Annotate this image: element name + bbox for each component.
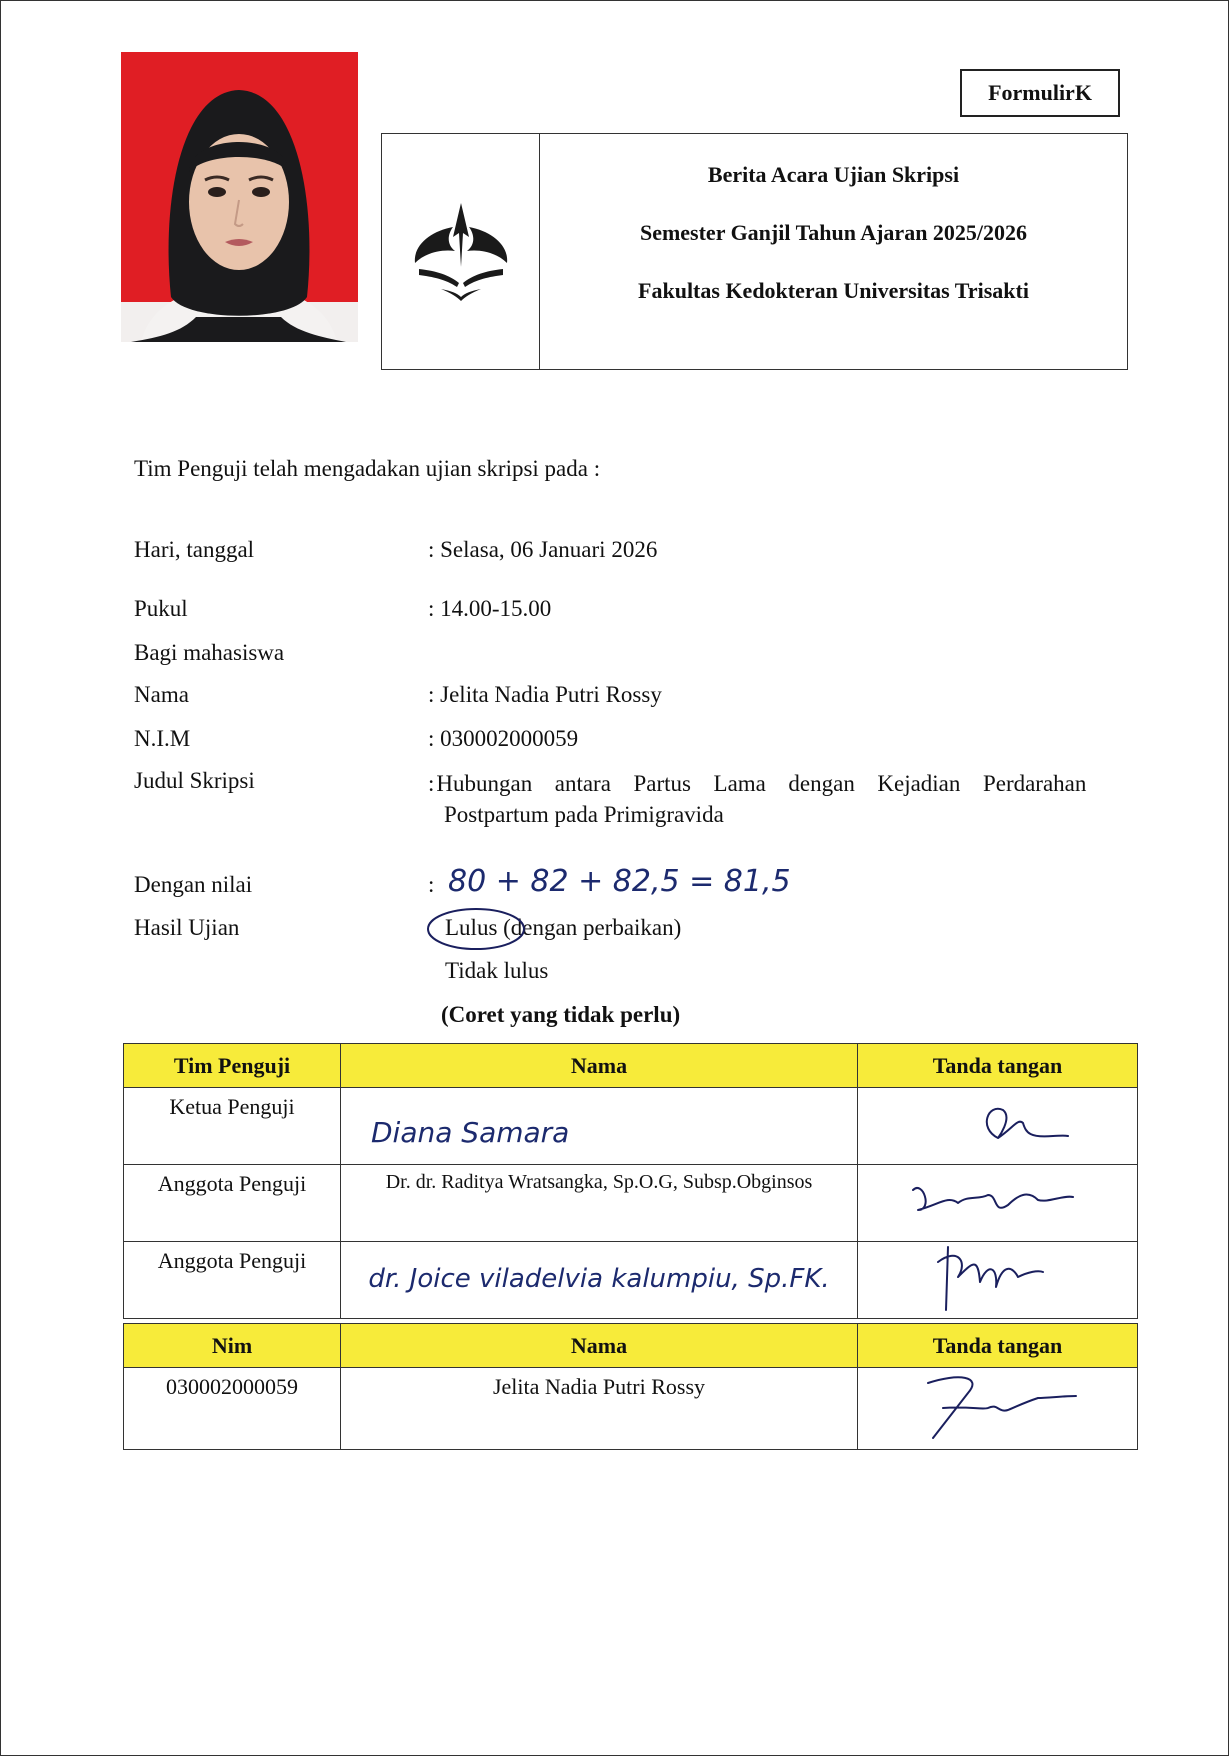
examiner-role: Anggota Penguji (157, 1248, 307, 1273)
table-row (124, 1165, 1138, 1242)
intro-text: Tim Penguji telah mengadakan ujian skripsi pada : (134, 456, 601, 481)
student-photo (121, 52, 358, 342)
nilai-label: Dengan nilai (134, 872, 253, 897)
student-nim: 030002000059 (166, 1374, 298, 1399)
lulus-circle-mark (424, 903, 534, 955)
nilai-handwritten: 80 + 82 + 82,5 = 81,5 (448, 864, 791, 899)
header-title: Berita Acara Ujian Skripsi (707, 162, 960, 187)
table-row (124, 1088, 1138, 1165)
signature-icon (898, 1368, 1098, 1443)
judul-line2: Postpartum pada Primigravida (444, 802, 724, 827)
bagi-label: Bagi mahasiswa (134, 640, 285, 665)
coret-note: (Coret yang tidak perlu) (441, 1002, 681, 1027)
pukul-label: Pukul (134, 596, 188, 621)
signature-icon (898, 1165, 1098, 1235)
signature-icon (918, 1088, 1078, 1158)
judul-line1: Hubungan antara Partus Lama dengan Kejadian Perdarahan (436, 771, 1087, 796)
student-table (123, 1323, 1138, 1450)
form-label: FormulirK (960, 69, 1120, 117)
signature-icon (918, 1242, 1078, 1312)
table-row (124, 1242, 1138, 1319)
col-header-nim: Nim (124, 1324, 341, 1368)
trisakti-logo-icon (401, 197, 521, 307)
examiners-table (123, 1043, 1138, 1319)
hari-label: Hari, tanggal (134, 537, 255, 562)
examiner-name: Dr. dr. Raditya Wratsangka, Sp.O.G, Subsp.Obginsos (385, 1171, 813, 1193)
hasil-option-lulus: Lulus (dengan perbaikan) (445, 915, 682, 940)
col-header-nama: Nama (341, 1324, 858, 1368)
col-header-tim: Tim Penguji (124, 1044, 341, 1088)
judul-colon: : (428, 771, 435, 796)
hasil-label: Hasil Ujian (134, 915, 240, 940)
examiner-role: Anggota Penguji (157, 1171, 307, 1196)
judul-value (428, 768, 1094, 830)
col-header-ttd: Tanda tangan (858, 1044, 1138, 1088)
student-name: Jelita Nadia Putri Rossy (492, 1374, 706, 1399)
nama-value: : Jelita Nadia Putri Rossy (428, 682, 662, 707)
header-semester: Semester Ganjil Tahun Ajaran 2025/2026 (639, 220, 1028, 245)
hari-value: : Selasa, 06 Januari 2026 (428, 537, 658, 562)
header-box (381, 133, 1128, 370)
examiner-name-handwritten: dr. Joice viladelvia kalumpiu, Sp.FK. (368, 1264, 830, 1294)
header-faculty: Fakultas Kedokteran Universitas Trisakti (638, 278, 1029, 303)
col-header-nama: Nama (341, 1044, 858, 1088)
pukul-value: : 14.00-15.00 (428, 596, 552, 621)
table-row (124, 1368, 1138, 1450)
nama-label: Nama (134, 682, 189, 707)
examiner-name-handwritten: Diana Samara (371, 1116, 570, 1149)
examiner-role: Ketua Penguji (169, 1094, 295, 1119)
hasil-option-tidak-lulus: Tidak lulus (445, 958, 549, 983)
university-logo-cell (382, 134, 540, 369)
nim-label: N.I.M (134, 726, 191, 751)
nim-value: : 030002000059 (428, 726, 579, 751)
col-header-ttd: Tanda tangan (858, 1324, 1138, 1368)
judul-label: Judul Skripsi (134, 768, 255, 793)
nilai-colon: : (428, 872, 435, 897)
